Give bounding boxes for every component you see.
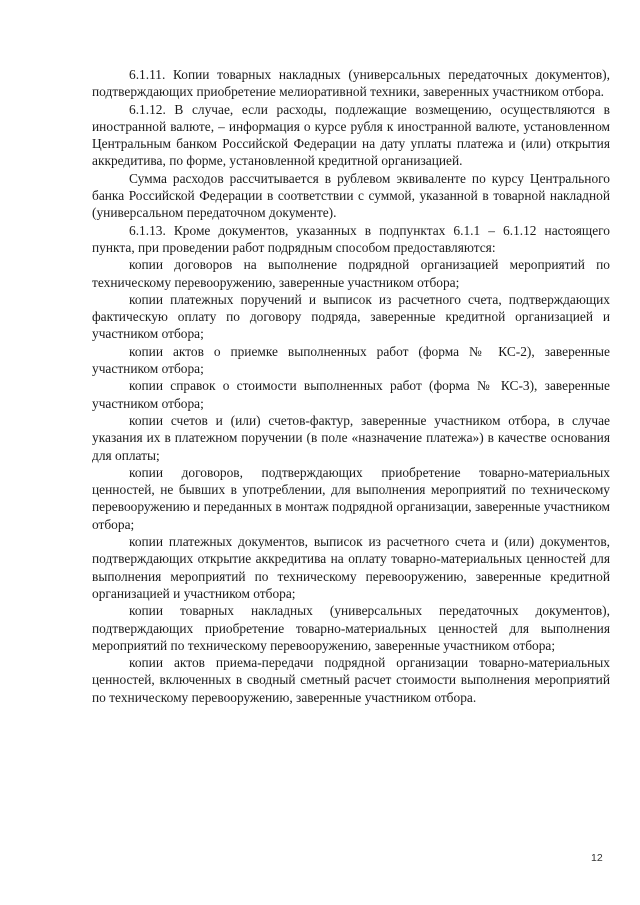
paragraph-expense-calculation: Сумма расходов рассчитывается в рублевом эквиваленте по курсу Центрального банка Российской Федерации в соответствии с суммой, указанной в товарной накладной (универсальном передаточном документе). [92, 170, 610, 221]
list-item-cost-certificates-ks3: копии справок о стоимости выполненных работ (форма № КС-3), заверенные участником отбора; [92, 378, 610, 411]
list-item-acceptance-acts-ks2: копии актов о приемке выполненных работ (форма № КС-2), заверенные участником отбора; [92, 343, 610, 377]
page-number: 12 [591, 852, 603, 864]
document-page [92, 66, 610, 706]
list-item-invoices: копии счетов и (или) счетов-фактур, заверенные участником отбора, в случае указания их в платежном поручении (в поле «назначение платежа») в качестве основания для оплаты; [92, 412, 610, 463]
paragraph-6-1-13: 6.1.13. Кроме документов, указанных в подпунктах 6.1.1 – 6.1.12 настоящего пункта, при проведении работ подрядным способом предоставляются: [92, 222, 610, 255]
list-item-waybills: копии товарных накладных (универсальных передаточных документов), подтверждающих приобретение товарно-материальных ценностей для выполнения мероприятий по техническому перевооружению, заверенные участником отбора; [92, 603, 610, 653]
list-item-transfer-acts: копии актов приема-передачи подрядной организации товарно-материальных ценностей, включенных в сводный сметный расчет стоимости выполнения мероприятий по техническому перевооружению, заверенные участником отбора. [92, 655, 610, 705]
list-item-purchase-contracts: копии договоров, подтверждающих приобретение товарно-материальных ценностей, не бывших в употреблении, для выполнения мероприятий по техническому перевооружению и переданных в монтаж подрядной организации, заверенные участником отбора; [92, 464, 610, 532]
paragraph-6-1-12: 6.1.12. В случае, если расходы, подлежащие возмещению, осуществляются в иностранной валюте, – информация о курсе рубля к иностранной валюте, установленном Центральным банком Российской Федерации на дату уплаты платежа и (или) открытия аккредитива, по форме, установленной кредитной организацией. [92, 101, 610, 169]
list-item-payment-orders: копии платежных поручений и выписок из расчетного счета, подтверждающих фактическую оплату по договору подряда, заверенные кредитной организацией и участником отбора; [92, 291, 610, 342]
paragraph-6-1-11: 6.1.11. Копии товарных накладных (универсальных передаточных документов), подтверждающих приобретение мелиоративной техники, заверенных участником отбора. [92, 67, 610, 100]
list-item-contracts: копии договоров на выполнение подрядной организацией мероприятий по техническому перевооружению, заверенные участником отбора; [92, 257, 610, 290]
list-item-payment-documents: копии платежных документов, выписок из расчетного счета и (или) документов, подтверждающих открытие аккредитива на оплату товарно-материальных ценностей для выполнения мероприятий по техническому перевооружению, заверенные кредитной организацией и участником отбора; [92, 534, 610, 601]
